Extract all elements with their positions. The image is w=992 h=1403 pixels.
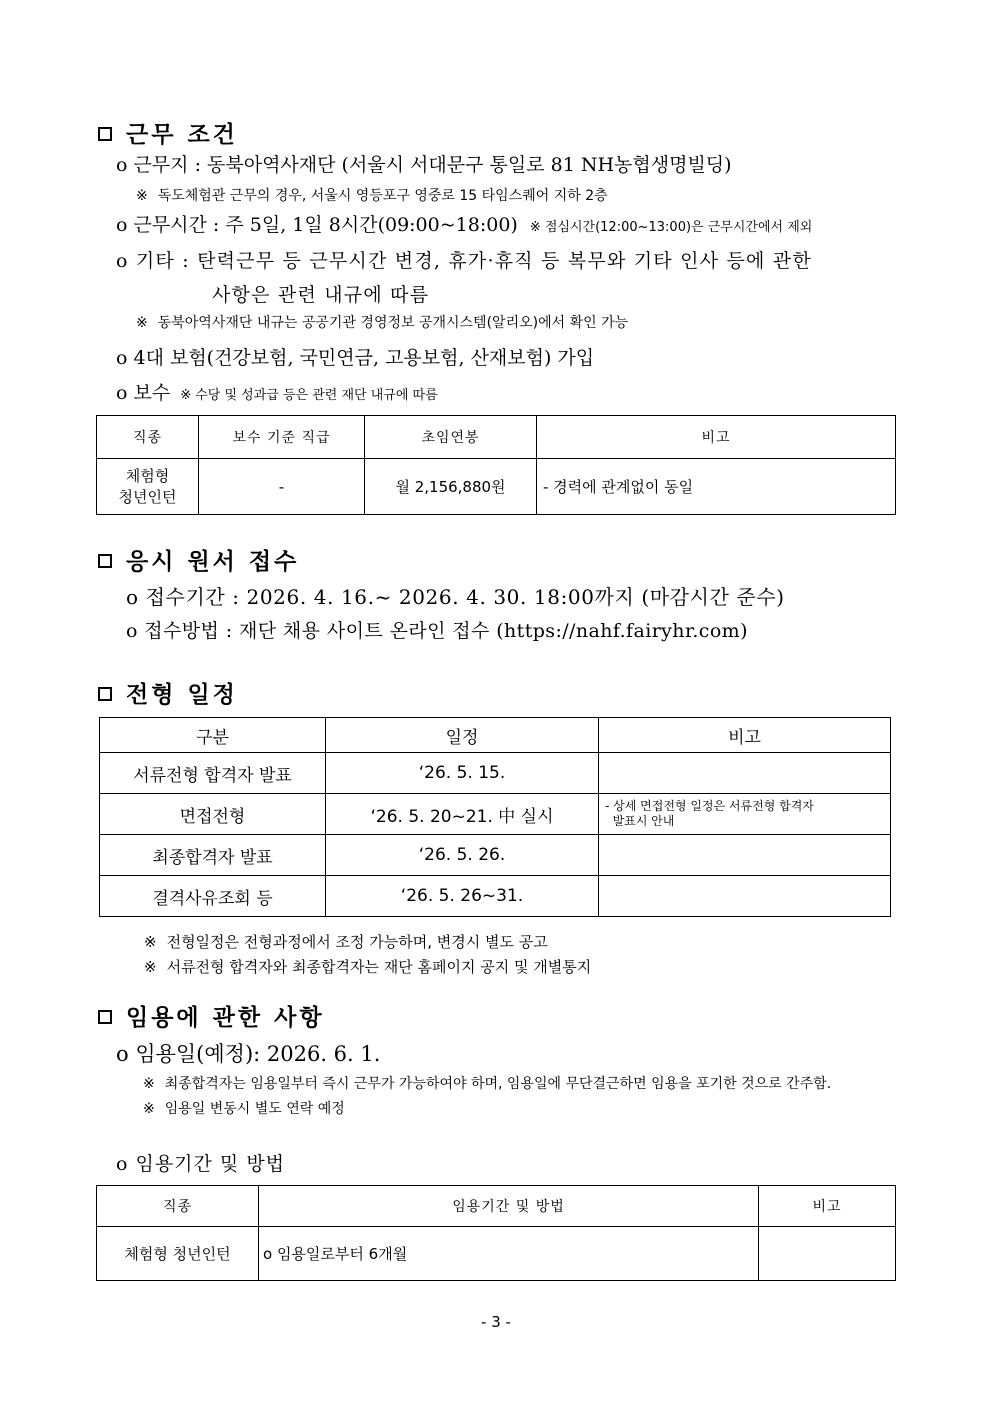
appointment-period-title: o 임용기간 및 방법 <box>116 1153 286 1175</box>
schedule-table <box>99 717 891 917</box>
section-title-application: 응시 원서 접수 <box>98 543 299 576</box>
hours-note: ※ 점심시간(12:00~13:00)은 근무시간에서 제외 <box>529 220 813 235</box>
note-mark-icon: ※ <box>136 315 148 331</box>
table-row <box>100 876 891 917</box>
salary-note: ※ 수당 및 성과급 등은 관련 재단 내규에 따름 <box>180 388 438 403</box>
salary-line: o 보수 ※ 수당 및 성과급 등은 관련 재단 내규에 따름 <box>116 382 438 404</box>
cell-note <box>599 753 891 794</box>
appointment-table <box>96 1185 896 1281</box>
salary-table <box>96 415 896 515</box>
section-title-work-conditions: 근무 조건 <box>98 116 238 149</box>
checkbox-bullet-icon <box>98 554 112 568</box>
cell-note <box>759 1227 896 1281</box>
appointment-note-2: ※ 임용일 변동시 별도 연락 예정 <box>143 1101 345 1117</box>
cell-stage: 결격사유조회 등 <box>100 876 326 917</box>
appointment-note-1: ※ 최종합격자는 임용일부터 즉시 근무가 가능하여야 하며, 임용일에 무단결근하면 임용을 포기한 것으로 간주함. <box>143 1076 832 1092</box>
cell-date: ‘26. 5. 20~21. 中 실시 <box>326 794 599 835</box>
table-row <box>97 459 896 515</box>
table-row <box>100 794 891 835</box>
appointment-date: o 임용일(예정): 2026. 6. 1. <box>116 1042 381 1066</box>
table-row <box>97 1227 896 1281</box>
note-mark-icon: ※ <box>144 958 157 976</box>
cell-stage: 면접전형 <box>100 794 326 835</box>
checkbox-bullet-icon <box>98 1010 112 1024</box>
cell-note <box>599 835 891 876</box>
cell-note: - 상세 면접전형 일정은 서류전형 합격자 발표시 안내 <box>599 794 891 835</box>
cell-date: ‘26. 5. 26~31. <box>326 876 599 917</box>
cell-note <box>599 876 891 917</box>
col-header-method: 임용기간 및 방법 <box>259 1186 759 1227</box>
schedule-note-2: ※ 서류전형 합격자와 최종합격자는 재단 홈페이지 공지 및 개별통지 <box>144 958 592 976</box>
col-header-job: 직종 <box>97 416 199 459</box>
cell-date: ‘26. 5. 26. <box>326 835 599 876</box>
application-period: o 접수기간 : 2026. 4. 16.~ 2026. 4. 30. 18:00까지 (마감시간 준수) <box>126 585 785 609</box>
etc-note: ※ 동북아역사재단 내규는 공공기관 경영정보 공개시스템(알리오)에서 확인 가능 <box>136 315 629 331</box>
workplace-line: o 근무지 : 동북아역사재단 (서울시 서대문구 통일로 81 NH농협생명빌딩) <box>116 154 732 176</box>
col-header-note: 비고 <box>759 1186 896 1227</box>
cell-stage: 서류전형 합격자 발표 <box>100 753 326 794</box>
note-mark-icon: ※ <box>144 933 157 951</box>
col-header-pay: 초임연봉 <box>365 416 537 459</box>
schedule-note-1: ※ 전형일정은 전형과정에서 조정 가능하며, 변경시 별도 공고 <box>144 933 548 951</box>
cell-method: o 임용일로부터 6개월 <box>259 1227 759 1281</box>
cell-date: ‘26. 5. 15. <box>326 753 599 794</box>
table-row <box>100 753 891 794</box>
cell-note: - 경력에 관계없이 동일 <box>537 459 896 515</box>
checkbox-bullet-icon <box>98 687 112 701</box>
etc-line-1: o 기타 : 탄력근무 등 근무시간 변경, 휴가·휴직 등 복무와 기타 인사 등에 관한 <box>116 250 812 272</box>
page-number: - 3 - <box>481 1313 511 1331</box>
checkbox-bullet-icon <box>98 127 112 141</box>
cell-stage: 최종합격자 발표 <box>100 835 326 876</box>
cell-job: 체험형 청년인턴 <box>97 459 199 515</box>
insurance-line: o 4대 보험(건강보험, 국민연금, 고용보험, 산재보험) 가입 <box>116 347 595 369</box>
section-title-appointment: 임용에 관한 사항 <box>98 999 325 1032</box>
etc-line-2: 사항은 관련 내규에 따름 <box>212 284 430 306</box>
cell-job: 체험형 청년인턴 <box>97 1227 259 1281</box>
note-mark-icon: ※ <box>143 1076 155 1092</box>
note-mark-icon: ※ <box>136 188 148 204</box>
col-header-note: 비고 <box>599 718 891 753</box>
note-mark-icon: ※ <box>143 1101 155 1117</box>
col-header-date: 일정 <box>326 718 599 753</box>
workplace-note: ※ 독도체험관 근무의 경우, 서울시 영등포구 영중로 15 타임스퀘어 지하 2층 <box>136 188 608 204</box>
table-row <box>100 835 891 876</box>
application-method: o 접수방법 : 재단 채용 사이트 온라인 접수 (https://nahf.fairyhr.com) <box>126 620 748 642</box>
cell-pay: 월 2,156,880원 <box>365 459 537 515</box>
col-header-stage: 구분 <box>100 718 326 753</box>
col-header-job: 직종 <box>97 1186 259 1227</box>
col-header-note: 비고 <box>537 416 896 459</box>
col-header-grade: 보수 기준 직급 <box>199 416 365 459</box>
hours-line: o 근무시간 : 주 5일, 1일 8시간(09:00~18:00) ※ 점심시간(12:00~13:00)은 근무시간에서 제외 <box>116 214 813 236</box>
section-title-schedule: 전형 일정 <box>98 676 238 709</box>
cell-grade: - <box>199 459 365 515</box>
